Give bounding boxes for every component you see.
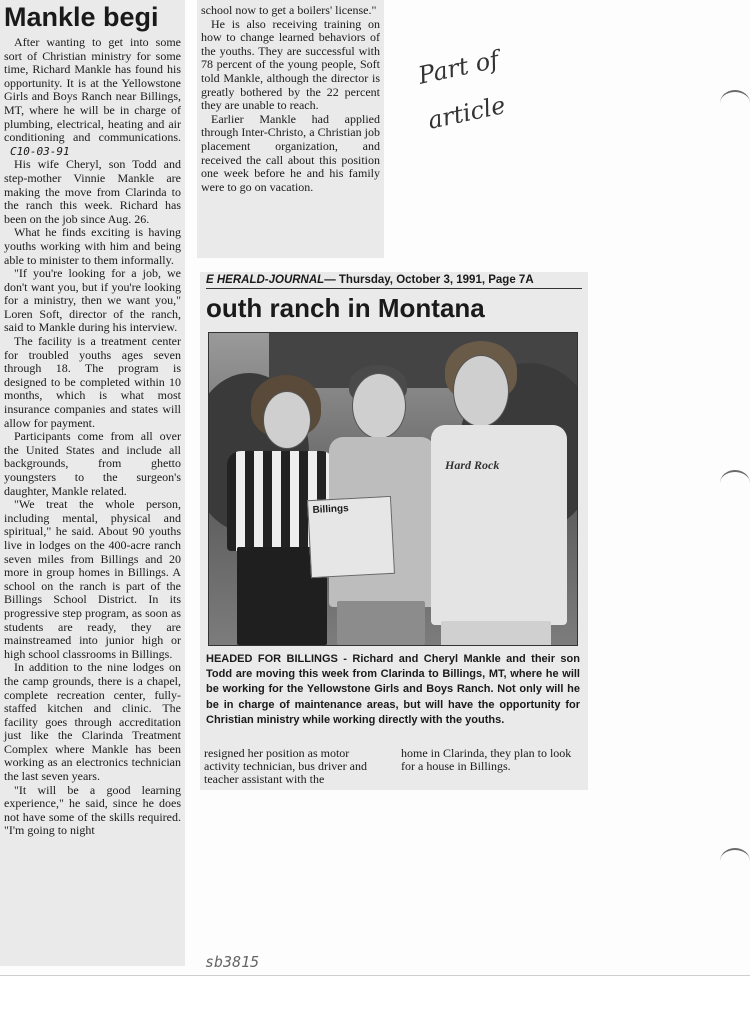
paragraph: What he finds exciting is having youths working with him and being able to minister to them informally.	[4, 225, 181, 267]
paragraph: "We treat the whole person, including mental, physical and spiritual," he said. About 90 youths live in lodges on the 400-acre ranch seven miles from Billings and 20 more in group homes in Billings. A school on the ranch is part of the Billings School District. In its progressive step program, as soon as students are ready, they are mainstreamed into junior high or high school classrooms in Billings.	[4, 497, 181, 661]
punch-hole-top	[720, 90, 750, 116]
handwritten-note: Part of article	[415, 45, 508, 135]
punch-hole-bottom	[720, 848, 750, 874]
photo-caption: HEADED FOR BILLINGS - Richard and Cheryl Mankle and their son Todd are moving this week from Clarinda to Billings, MT, where he will be working for the Yellowstone Girls and Boys Ranch. Not only will he be in charge of maintenance areas, but will have the opportunity for Christian ministry while working directly with the youths.	[206, 653, 580, 726]
punch-hole-middle	[720, 470, 750, 496]
article-headline-left: Mankle begi	[4, 2, 159, 32]
paragraph: His wife Cheryl, son Todd and step-mother Vinnie Mankle are making the move from Clarinda to the ranch this week. Richard has been on the job since Aug. 26.	[4, 157, 181, 226]
photo-billings-sign: Billings	[307, 496, 395, 578]
news-photo	[208, 332, 578, 646]
masthead	[206, 274, 582, 289]
dateline: — Thursday, October 3, 1991, Page 7A	[324, 274, 534, 286]
paragraph: The facility is a treatment center for troubled youths ages seven through 18. The program is designed to be completed within 10 months, which is what most insurance companies and states will allow for payment.	[4, 334, 181, 430]
article-body-middle	[201, 4, 380, 194]
paper-name: E HERALD-JOURNAL	[206, 274, 325, 286]
bottom-text-left: resigned her position as motor activity technician, bus driver and teacher assistant with the	[204, 746, 367, 786]
feature-bottom-columns	[204, 747, 584, 786]
article-body-left	[4, 36, 181, 838]
paragraph: "It will be a good learning experience," he said, since he does not have some of the skills required. "I'm going to night	[4, 782, 181, 838]
feature-headline: outh ranch in Montana	[206, 293, 485, 323]
feature-clipping	[200, 272, 588, 790]
paragraph: "If you're looking for a job, we don't want you, but if you're looking for a ministry, then we want you," Loren Soft, director of the ranch, said to Mankle during his interview.	[4, 266, 181, 335]
paragraph: After wanting to get into some sort of Christian ministry for some time, Richard Mankle has found his opportunity. It is at the Yellowstone Girls and Boys Ranch near Billings, MT, where he will be in charge of plumbing, electrical, heating and air conditioning and communications. C10-03-91	[4, 35, 181, 158]
paragraph: In addition to the nine lodges on the camp grounds, there is a chapel, complete recreation center, fully-staffed kitchen and clinic. The facility goes through accreditation just like the Clarinda Treatment Complex where Mankle has been working as an electronics technician the last seven years.	[4, 660, 181, 784]
bottom-text-right: home in Clarinda, they plan to look for a house in Billings.	[401, 746, 572, 773]
article-column-middle	[197, 0, 384, 258]
article-column-left	[0, 0, 185, 966]
paragraph: school now to get a boilers' license."	[201, 3, 377, 17]
paragraph: He is also receiving training on how to change learned behaviors of the youths. They are successful with 78 percent of the young people, Soft told Mankle, although the director is greatly bothered by the 22 percent they are unable to reach.	[201, 16, 380, 113]
catalog-number: sb3815	[205, 953, 260, 971]
paragraph: Earlier Mankle had applied through Inter-Christo, a Christian job placement organization, and received the call about this position one week before he and his family were to go on vacation.	[201, 111, 380, 194]
photo-shirt-logo: Hard Rock	[445, 458, 500, 472]
handwritten-date: C10-03-91	[10, 144, 70, 158]
paragraph: Participants come from all over the United States and include all backgrounds, from ghetto youngsters to the surgeon's daughter, Mankle related.	[4, 429, 181, 498]
